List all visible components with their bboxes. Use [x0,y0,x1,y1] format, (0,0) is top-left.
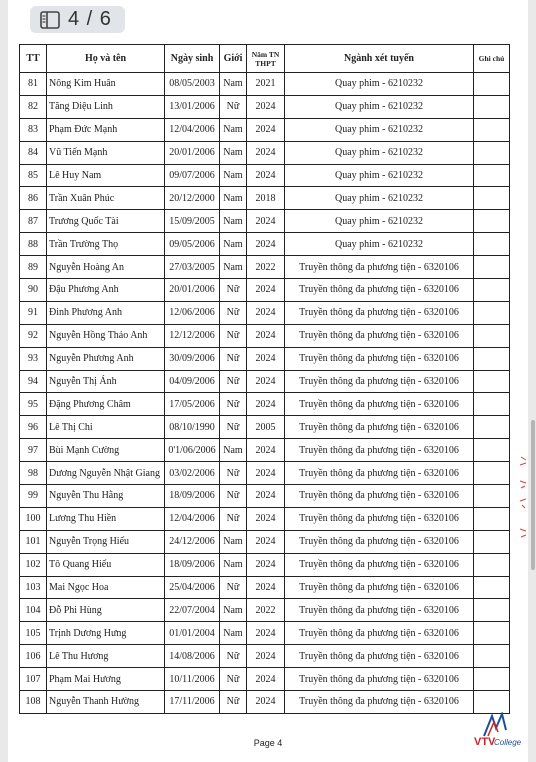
table-row [20,668,510,691]
cell-name: Đậu Phương Anh [47,279,165,302]
cell-grad-year: 2024 [247,507,285,530]
cell-name: Dương Nguyễn Nhật Giang [47,462,165,485]
cell-tt: 95 [20,393,47,416]
header-dob: Ngày sinh [165,45,220,73]
cell-tt: 106 [20,645,47,668]
cell-note [474,668,510,691]
cell-major: Truyền thông đa phương tiện - 6320106 [285,622,474,645]
cell-grad-year: 2024 [247,118,285,141]
cell-major: Truyền thông đa phương tiện - 6320106 [285,668,474,691]
cell-gender: Nữ [220,416,247,439]
cell-name: Vũ Tiến Mạnh [47,141,165,164]
cell-grad-year: 2024 [247,347,285,370]
cell-tt: 100 [20,507,47,530]
cell-dob: 0'1/06/2006 [165,439,220,462]
cell-name: Nguyễn Trọng Hiếu [47,530,165,553]
header-grad-year: Năm TN THPT [247,45,285,73]
cell-tt: 85 [20,164,47,187]
cell-gender: Nam [220,439,247,462]
cell-name: Trần Xuân Phúc [47,187,165,210]
cell-tt: 102 [20,553,47,576]
cell-note [474,576,510,599]
cell-name: Phạm Đức Mạnh [47,118,165,141]
cell-major: Truyền thông đa phương tiện - 6320106 [285,256,474,279]
cell-major: Truyền thông đa phương tiện - 6320106 [285,507,474,530]
cell-dob: 17/05/2006 [165,393,220,416]
table-row [20,233,510,256]
cell-dob: 20/12/2000 [165,187,220,210]
cell-tt: 92 [20,324,47,347]
cell-name: Nguyễn Thị Ánh [47,370,165,393]
cell-dob: 12/04/2006 [165,118,220,141]
cell-tt: 105 [20,622,47,645]
cell-grad-year: 2024 [247,645,285,668]
cell-gender: Nữ [220,462,247,485]
cell-major: Truyền thông đa phương tiện - 6320106 [285,301,474,324]
cell-tt: 91 [20,301,47,324]
cell-dob: 09/05/2006 [165,233,220,256]
cell-dob: 18/09/2006 [165,553,220,576]
cell-grad-year: 2024 [247,210,285,233]
cell-grad-year: 2022 [247,599,285,622]
cell-name: Mai Ngọc Hoa [47,576,165,599]
cell-major: Quay phim - 6210232 [285,118,474,141]
scrollbar[interactable] [531,420,535,570]
cell-grad-year: 2024 [247,95,285,118]
cell-tt: 96 [20,416,47,439]
cell-note [474,462,510,485]
cell-gender: Nữ [220,324,247,347]
cell-dob: 09/07/2006 [165,164,220,187]
table-row [20,691,510,714]
cell-name: Trương Quốc Tài [47,210,165,233]
cell-note [474,599,510,622]
cell-dob: 13/01/2006 [165,95,220,118]
cell-tt: 86 [20,187,47,210]
sidebar-toggle-icon[interactable] [40,11,60,29]
cell-dob: 17/11/2006 [165,691,220,714]
table-row [20,553,510,576]
table-row [20,507,510,530]
table-row [20,576,510,599]
cell-major: Truyền thông đa phương tiện - 6320106 [285,439,474,462]
cell-grad-year: 2024 [247,691,285,714]
cell-name: Lê Thị Chi [47,416,165,439]
cell-gender: Nữ [220,668,247,691]
cell-note [474,691,510,714]
header-tt: TT [20,45,47,73]
logo-college: College [494,738,522,747]
cell-note [474,530,510,553]
cell-gender: Nữ [220,301,247,324]
cell-note [474,507,510,530]
cell-tt: 108 [20,691,47,714]
cell-note [474,393,510,416]
table-header [20,45,510,73]
cell-dob: 18/09/2006 [165,485,220,508]
cell-name: Nguyễn Hồng Thảo Anh [47,324,165,347]
cell-name: Bùi Mạnh Cường [47,439,165,462]
cell-gender: Nữ [220,95,247,118]
cell-dob: 12/04/2006 [165,507,220,530]
cell-grad-year: 2024 [247,485,285,508]
cell-gender: Nữ [220,393,247,416]
table-row [20,164,510,187]
cell-dob: 12/12/2006 [165,324,220,347]
header-name: Họ và tên [47,45,165,73]
cell-tt: 97 [20,439,47,462]
cell-tt: 81 [20,73,47,96]
cell-tt: 107 [20,668,47,691]
cell-dob: 27/03/2005 [165,256,220,279]
cell-gender: Nam [220,141,247,164]
cell-grad-year: 2024 [247,530,285,553]
cell-note [474,187,510,210]
cell-name: Tăng Diệu Linh [47,95,165,118]
table-row [20,118,510,141]
cell-note [474,95,510,118]
cell-name: Đinh Phương Anh [47,301,165,324]
cell-gender: Nam [220,530,247,553]
cell-tt: 101 [20,530,47,553]
cell-dob: 20/01/2006 [165,141,220,164]
cell-major: Truyền thông đa phương tiện - 6320106 [285,279,474,302]
cell-grad-year: 2024 [247,164,285,187]
table-row [20,530,510,553]
cell-major: Truyền thông đa phương tiện - 6320106 [285,645,474,668]
cell-note [474,301,510,324]
table-row [20,393,510,416]
cell-dob: 22/07/2004 [165,599,220,622]
cell-gender: Nam [220,553,247,576]
cell-major: Truyền thông đa phương tiện - 6320106 [285,324,474,347]
cell-gender: Nam [220,256,247,279]
cell-tt: 104 [20,599,47,622]
cell-note [474,210,510,233]
cell-name: Đỗ Phi Hùng [47,599,165,622]
cell-gender: Nam [220,118,247,141]
table-row [20,210,510,233]
table-row [20,599,510,622]
cell-tt: 84 [20,141,47,164]
candidate-table [19,44,510,714]
table-row [20,347,510,370]
cell-gender: Nữ [220,370,247,393]
cell-name: Trần Trường Thọ [47,233,165,256]
cell-major: Truyền thông đa phương tiện - 6320106 [285,347,474,370]
cell-major: Quay phim - 6210232 [285,164,474,187]
cell-tt: 89 [20,256,47,279]
cell-grad-year: 2024 [247,553,285,576]
cell-grad-year: 2024 [247,301,285,324]
cell-dob: 08/10/1990 [165,416,220,439]
table-row [20,416,510,439]
cell-name: Lê Huy Nam [47,164,165,187]
cell-major: Truyền thông đa phương tiện - 6320106 [285,691,474,714]
header-note: Ghi chú [474,45,510,73]
table-row [20,95,510,118]
cell-note [474,73,510,96]
table-row [20,622,510,645]
cell-grad-year: 2024 [247,370,285,393]
cell-major: Truyền thông đa phương tiện - 6320106 [285,599,474,622]
vtv-college-logo [474,712,532,752]
cell-name: Nguyễn Thanh Hường [47,691,165,714]
cell-name: Lương Thu Hiền [47,507,165,530]
cell-note [474,347,510,370]
cell-grad-year: 2024 [247,576,285,599]
cell-tt: 103 [20,576,47,599]
table-row [20,279,510,302]
cell-major: Quay phim - 6210232 [285,95,474,118]
cell-major: Quay phim - 6210232 [285,233,474,256]
cell-grad-year: 2022 [247,256,285,279]
table-row [20,187,510,210]
page-indicator-text: 4 / 6 [68,8,112,30]
cell-note [474,553,510,576]
cell-name: Trịnh Dương Hưng [47,622,165,645]
cell-major: Quay phim - 6210232 [285,73,474,96]
table-row [20,439,510,462]
cell-note [474,256,510,279]
cell-gender: Nữ [220,576,247,599]
cell-note [474,370,510,393]
cell-name: Tô Quang Hiếu [47,553,165,576]
cell-grad-year: 2024 [247,668,285,691]
cell-major: Truyền thông đa phương tiện - 6320106 [285,485,474,508]
cell-grad-year: 2021 [247,73,285,96]
cell-gender: Nữ [220,279,247,302]
cell-note [474,416,510,439]
table-row [20,485,510,508]
cell-tt: 83 [20,118,47,141]
table-row [20,141,510,164]
cell-note [474,141,510,164]
cell-grad-year: 2018 [247,187,285,210]
cell-major: Quay phim - 6210232 [285,210,474,233]
cell-gender: Nam [220,73,247,96]
cell-name: Nguyễn Thu Hằng [47,485,165,508]
cell-tt: 93 [20,347,47,370]
table-row [20,645,510,668]
cell-name: Nông Kim Huân [47,73,165,96]
cell-major: Quay phim - 6210232 [285,141,474,164]
cell-major: Truyền thông đa phương tiện - 6320106 [285,416,474,439]
cell-note [474,279,510,302]
cell-dob: 08/05/2003 [165,73,220,96]
cell-dob: 12/06/2006 [165,301,220,324]
cell-gender: Nam [220,622,247,645]
cell-note [474,118,510,141]
header-major: Ngành xét tuyển [285,45,474,73]
header-gender: Giới [220,45,247,73]
cell-grad-year: 2024 [247,462,285,485]
cell-major: Truyền thông đa phương tiện - 6320106 [285,462,474,485]
cell-dob: 20/01/2006 [165,279,220,302]
cell-gender: Nữ [220,347,247,370]
cell-dob: 24/12/2006 [165,530,220,553]
cell-tt: 98 [20,462,47,485]
cell-gender: Nữ [220,485,247,508]
cell-dob: 10/11/2006 [165,668,220,691]
cell-major: Quay phim - 6210232 [285,187,474,210]
cell-tt: 90 [20,279,47,302]
table-row [20,73,510,96]
table-row [20,256,510,279]
cell-dob: 14/08/2006 [165,645,220,668]
cell-major: Truyền thông đa phương tiện - 6320106 [285,530,474,553]
cell-grad-year: 2024 [247,141,285,164]
cell-dob: 03/02/2006 [165,462,220,485]
cell-note [474,645,510,668]
stamp-mark [518,455,528,545]
cell-tt: 82 [20,95,47,118]
page-footer: Page 4 [253,738,283,748]
cell-note [474,164,510,187]
logo-brand: VTV [474,736,496,748]
cell-grad-year: 2024 [247,279,285,302]
cell-note [474,439,510,462]
table-row [20,370,510,393]
cell-name: Lê Thu Hương [47,645,165,668]
cell-dob: 01/01/2004 [165,622,220,645]
cell-name: Đặng Phương Châm [47,393,165,416]
cell-gender: Nữ [220,645,247,668]
cell-dob: 25/04/2006 [165,576,220,599]
cell-note [474,485,510,508]
cell-note [474,324,510,347]
cell-major: Truyền thông đa phương tiện - 6320106 [285,553,474,576]
cell-tt: 94 [20,370,47,393]
cell-dob: 04/09/2006 [165,370,220,393]
cell-gender: Nữ [220,507,247,530]
cell-gender: Nam [220,210,247,233]
cell-gender: Nam [220,187,247,210]
cell-name: Nguyễn Phương Anh [47,347,165,370]
cell-tt: 99 [20,485,47,508]
table-row [20,462,510,485]
cell-gender: Nam [220,164,247,187]
table-row [20,324,510,347]
cell-gender: Nam [220,233,247,256]
cell-gender: Nữ [220,691,247,714]
table-row [20,301,510,324]
cell-name: Phạm Mai Hương [47,668,165,691]
cell-grad-year: 2024 [247,622,285,645]
cell-gender: Nam [220,599,247,622]
cell-major: Truyền thông đa phương tiện - 6320106 [285,576,474,599]
cell-major: Truyền thông đa phương tiện - 6320106 [285,370,474,393]
cell-grad-year: 2024 [247,393,285,416]
cell-name: Nguyễn Hoàng An [47,256,165,279]
cell-tt: 87 [20,210,47,233]
cell-major: Truyền thông đa phương tiện - 6320106 [285,393,474,416]
page-indicator[interactable] [30,6,125,33]
cell-grad-year: 2024 [247,233,285,256]
cell-dob: 30/09/2006 [165,347,220,370]
cell-note [474,233,510,256]
cell-grad-year: 2024 [247,439,285,462]
cell-grad-year: 2005 [247,416,285,439]
cell-note [474,622,510,645]
cell-tt: 88 [20,233,47,256]
cell-grad-year: 2024 [247,324,285,347]
cell-dob: 15/09/2005 [165,210,220,233]
